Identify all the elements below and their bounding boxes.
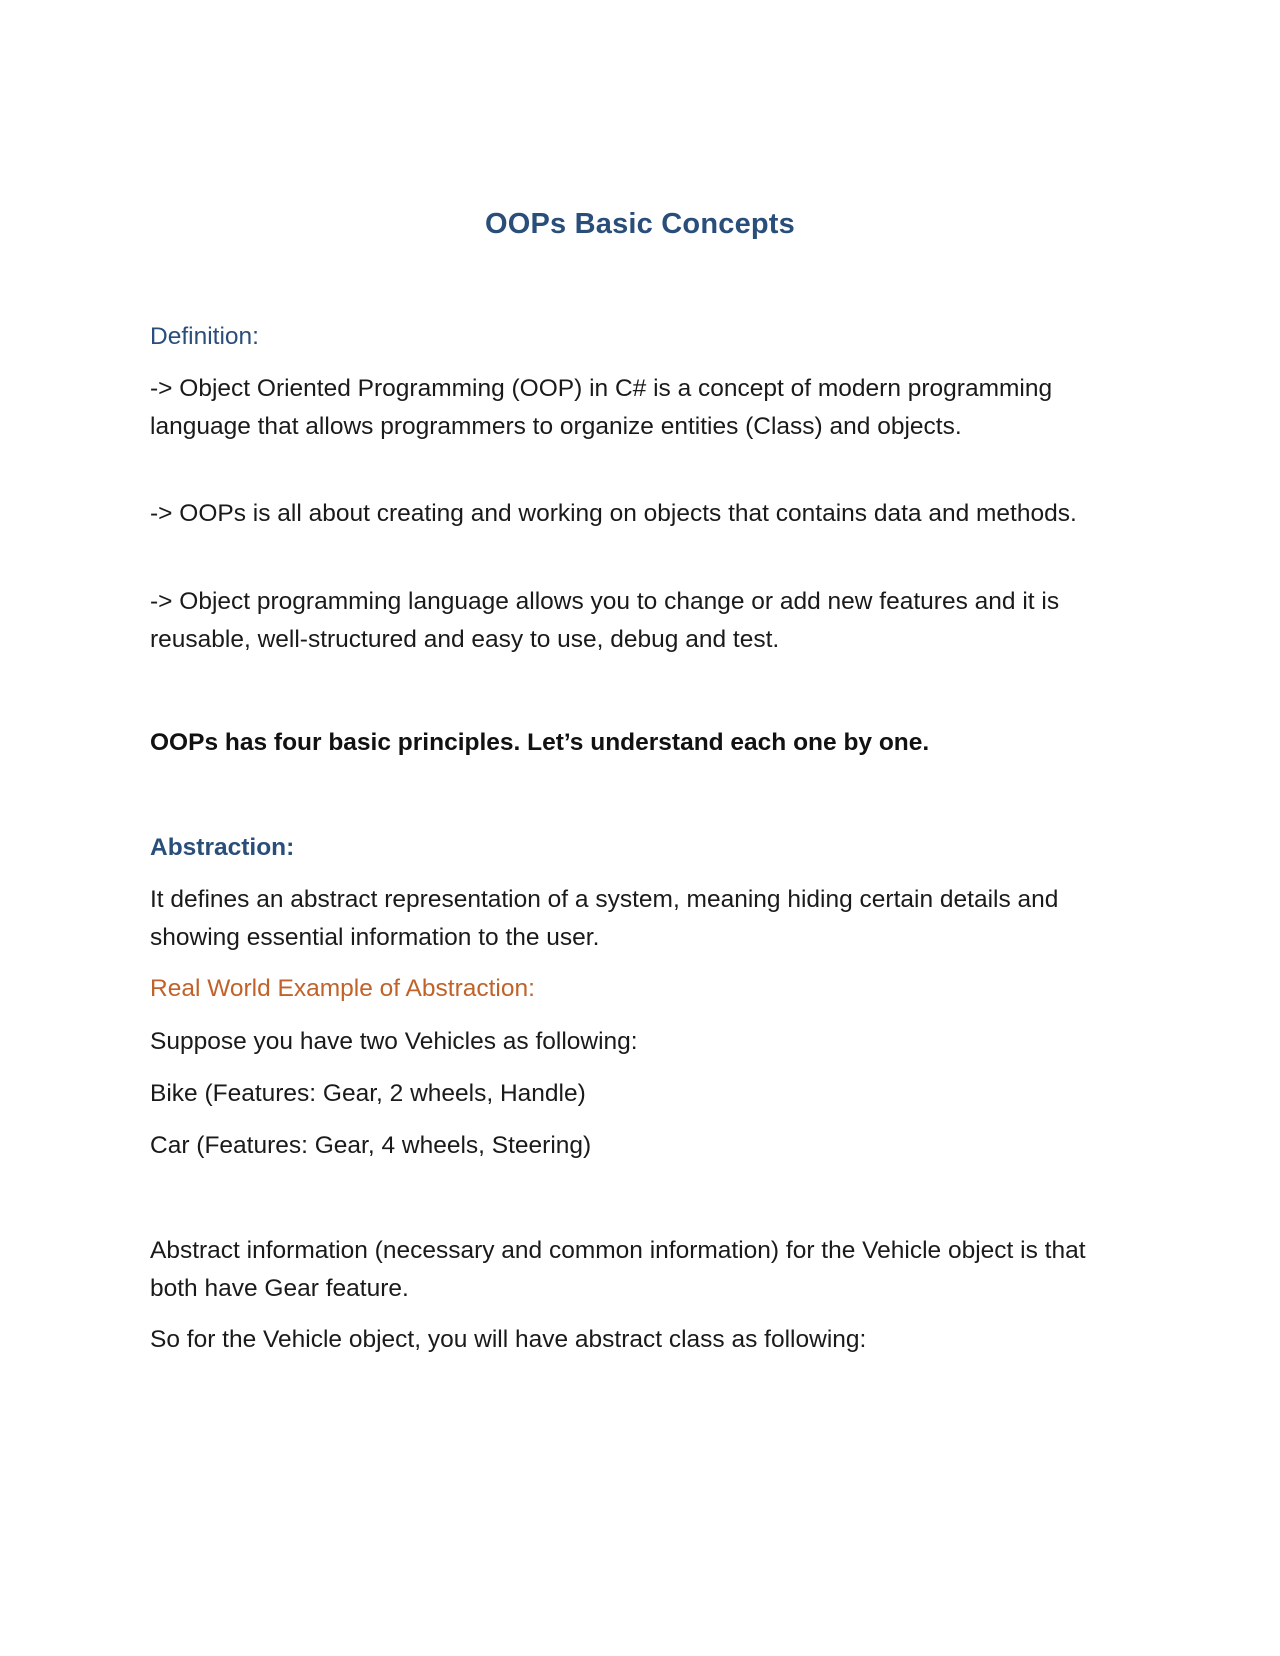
principles-intro: OOPs has four basic principles. Let’s understand each one by one.: [150, 729, 930, 756]
abstraction-heading: Abstraction:: [150, 834, 295, 861]
definition-paragraph-1: -> Object Oriented Programming (OOP) in C# is a concept of modern programming language that allows programmers to organize entities (Class) and objects.: [150, 375, 1053, 440]
abstraction-example-heading: Real World Example of Abstraction:: [150, 975, 535, 1002]
abstraction-closing: So for the Vehicle object, you will have abstract class as following:: [150, 1326, 867, 1353]
definition-paragraph-2: -> OOPs is all about creating and working on objects that contains data and methods.: [150, 500, 1077, 527]
abstract-info-paragraph: Abstract information (necessary and common information) for the Vehicle object is that both have Gear feature.: [150, 1237, 1086, 1302]
abstraction-description: It defines an abstract representation of a system, meaning hiding certain details and showing essential information to the user.: [150, 886, 1059, 951]
example-line-2: Bike (Features: Gear, 2 wheels, Handle): [150, 1080, 586, 1107]
page-title: OOPs Basic Concepts: [484, 208, 795, 240]
definition-paragraph-3: -> Object programming language allows you to change or add new features and it is reusable, well-structured and easy to use, debug and test.: [150, 588, 1060, 653]
definition-heading: Definition:: [150, 323, 259, 350]
example-line-3: Car (Features: Gear, 4 wheels, Steering): [150, 1132, 592, 1159]
example-line-1: Suppose you have two Vehicles as following:: [150, 1028, 638, 1055]
